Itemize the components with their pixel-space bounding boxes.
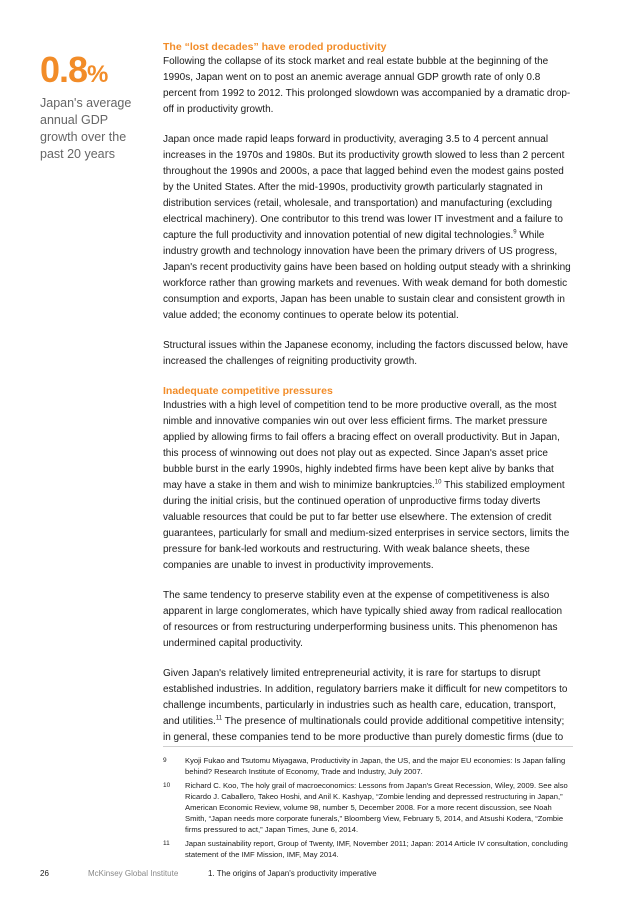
footnotes bbox=[163, 755, 573, 863]
page-number: 26 bbox=[40, 869, 49, 878]
main-column bbox=[163, 40, 573, 760]
stat-label: Japan's average annual GDP growth over the past 20 years bbox=[40, 96, 132, 161]
footnote-number: 9 bbox=[163, 757, 167, 764]
page-footer bbox=[0, 868, 636, 882]
paragraph: Following the collapse of its stock market and real estate bubble at the beginning of the 1990s, Japan went on to post an anemic average annual GDP growth rate of only 0.8 percent from 1992 to 2012. This prolonged slowdown was accompanied by a dramatic drop-off in productivity growth. bbox=[163, 56, 571, 115]
footnote bbox=[163, 780, 573, 835]
footnote-text: Richard C. Koo, The holy grail of macroeconomics: Lessons from Japan's Great Recession, Wiley, 2009. See also Ricardo J. Caballero, Takeo Hoshi, and Anil K. Kashyap, “Zombie lending and depressed restructuring in Japan,” American Economic Review, volume 98, number 5, December 2008. For a more recent discussion, see Noah Smith, “Japan needs more corporate funerals,” Bloomberg View, February 5, 2014, and Atsushi Kodera, “Zombie firms pressured to act,” Japan Times, June 6, 2014. bbox=[185, 781, 568, 834]
paragraph: The same tendency to preserve stability even at the expense of competitiveness is also apparent in large conglomerates, which have typically shied away from radical reallocation of resources or from restructuring underperforming business units. This phenomenon has undermined capital productivity. bbox=[163, 590, 563, 649]
paragraph bbox=[163, 132, 573, 324]
footnote-ref: 9 bbox=[513, 229, 517, 236]
footnote-text: Japan sustainability report, Group of Twenty, IMF, November 2011; Japan: 2014 Article IV consultation, concluding statement of the IMF Mission, IMF, May 2014. bbox=[185, 839, 568, 859]
paragraph-text: Japan once made rapid leaps forward in productivity, averaging 3.5 to 4 percent annual increases in the 1970s and 1980s. But its productivity growth slowed to less than 2 percent throughout the 1990s and 2000s, a pace that lagged behind even the modest gains posted by the United States. After the mid-1990s, productivity growth particularly stagnated in distribution services (retail, wholesale, and transportation) and manufacturing (excluding electrical machinery). One contributor to this trend was lower IT investment and a failure to capture the full productivity and innovation potential of new digital technologies. bbox=[163, 134, 565, 241]
paragraph-text: Given Japan's relatively limited entrepreneurial activity, it is rare for startups to disrupt established industries. In addition, regulatory barriers make it difficult for new competitors to challenge incumbents, particularly in industries such as health care, education, transport, and utilities. bbox=[163, 668, 568, 727]
organization-name: McKinsey Global Institute bbox=[88, 869, 179, 878]
footnote bbox=[163, 838, 573, 860]
section-heading-lost-decades: The “lost decades” have eroded productivity bbox=[163, 41, 387, 53]
section-title: 1. The origins of Japan's productivity imperative bbox=[208, 869, 377, 878]
footnote bbox=[163, 755, 573, 777]
paragraph-text: While industry growth and technology innovation have been the primary drivers of US progress, Japan's recent productivity gains have been based on holding output steady with a shrinking workforce rather than growing markets and revenues. With weak demand for both domestic consumption and exports, Japan has been unable to sustain clear and consistent growth in value added; the economy continues to operate below its potential. bbox=[163, 230, 571, 321]
paragraph-text: The presence of multinationals could provide additional competitive intensity; in general, these companies tend to be more productive than purely domestic firms (due to bbox=[163, 716, 565, 743]
footnote-ref: 10 bbox=[434, 479, 442, 486]
stat-unit: % bbox=[87, 61, 108, 88]
paragraph bbox=[163, 398, 573, 574]
footnote-number: 10 bbox=[163, 782, 171, 789]
footnote-number: 11 bbox=[163, 840, 170, 847]
stat-number: 0.8 bbox=[40, 49, 88, 90]
stat-callout bbox=[40, 49, 140, 163]
paragraph-text: This stabilized employment during the initial crisis, but the continued operation of unproductive firms today diverts valuable resources that could be put to far better use elsewhere. The extension of credit guarantees, particularly for small and medium-sized enterprises in service sectors, limits the pressure for bank-led workouts and restructuring. With weak balance sheets, these companies are unable to invest in productivity improvements. bbox=[163, 480, 570, 571]
paragraph-text: Industries with a high level of competition tend to be more productive overall, as the most nimble and innovative companies win out over less efficient firms. The market pressure applied by allowing firms to fail offers a bracing effect on overall productivity. But in Japan, this process of winnowing out does not play out as expected. Since Japan's asset price bubble burst in the early 1990s, highly indebted firms have been kept alive by banks that may have a stake in them and wish to minimize bankruptcies. bbox=[163, 400, 560, 491]
footnote-divider bbox=[163, 746, 573, 747]
paragraph bbox=[163, 666, 573, 746]
paragraph: Structural issues within the Japanese economy, including the factors discussed below, have increased the challenges of reigniting productivity growth. bbox=[163, 340, 569, 367]
footnote-text: Kyoji Fukao and Tsutomu Miyagawa, Productivity in Japan, the US, and the major EU economies: Is Japan falling behind? Research Institute of Economy, Trade and Industry, July 2007. bbox=[185, 756, 566, 776]
section-heading-competitive-pressures: Inadequate competitive pressures bbox=[163, 385, 333, 397]
footnote-ref: 11 bbox=[215, 715, 223, 722]
stat-value bbox=[40, 49, 140, 93]
